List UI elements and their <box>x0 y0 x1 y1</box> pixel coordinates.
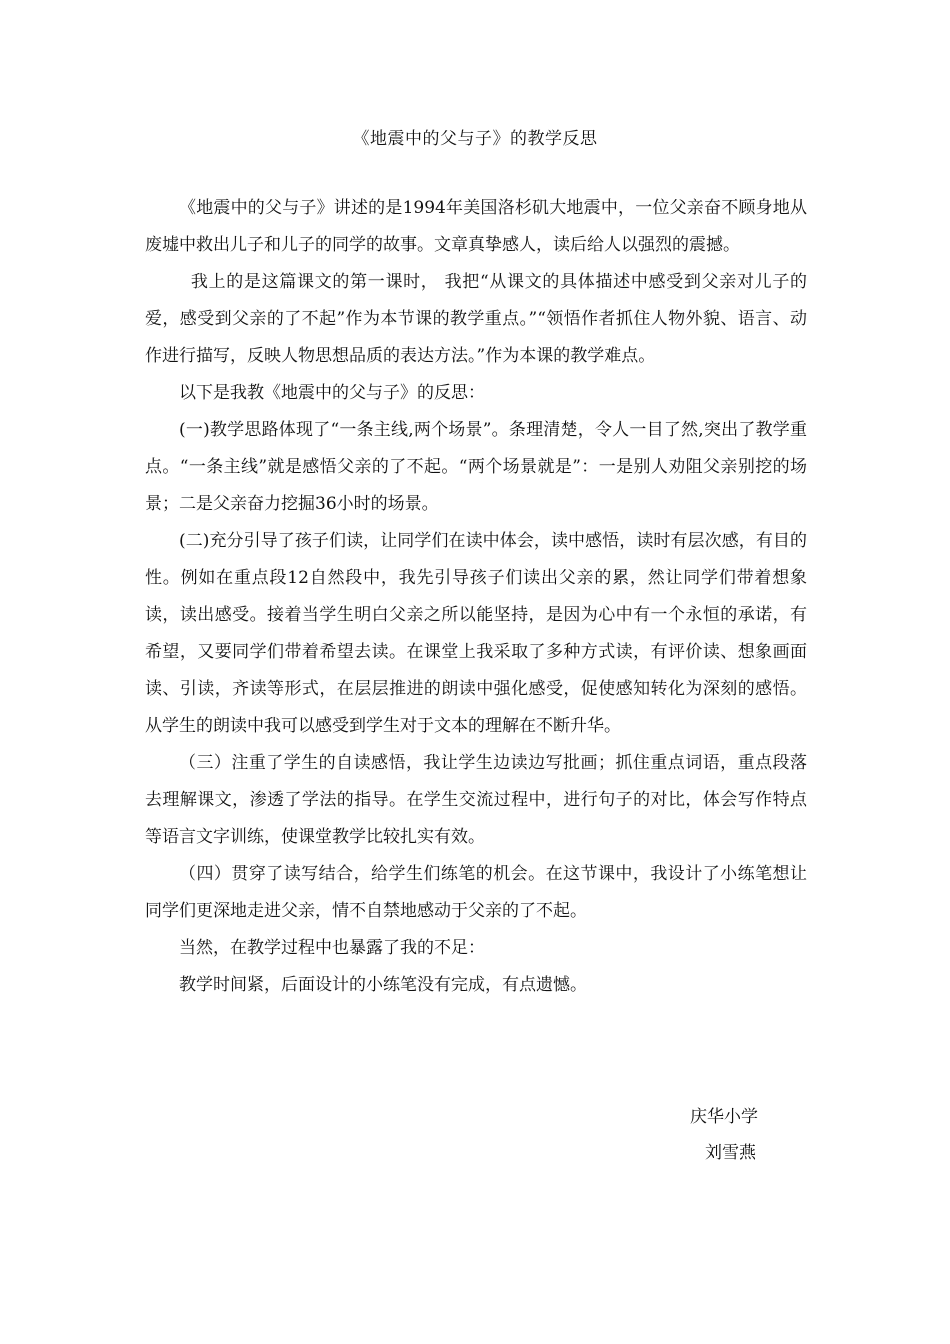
paragraph-lesson-focus: 我上的是这篇课文的第一课时， 我把“从课文的具体描述中感受到父亲对儿子的爱，感受到父亲的了不起”作为本节课的教学重点。”“领悟作者抓住人物外貌、语言、动作进行描写，反映人物思想品质的表达方法。”作为本课的教学难点。 <box>145 272 807 366</box>
signature-school: 庆华小学 <box>690 1107 758 1127</box>
paragraph-point-one: (一)教学思路体现了“一条主线,两个场景”。条理清楚，令人一目了然,突出了教学重点。“一条主线”就是感悟父亲的了不起。“两个场景就是”：一是别人劝阻父亲别挖的场景；二是父亲奋力挖掘36小时的场景。 <box>145 420 807 514</box>
paragraph-point-four: （四）贯穿了读写结合，给学生们练笔的机会。在这节课中，我设计了小练笔想让同学们更深地走进父亲，情不自禁地感动于父亲的了不起。 <box>145 864 807 921</box>
paragraph-reflection-lead: 以下是我教《地震中的父与子》的反思： <box>179 383 485 403</box>
paragraph-point-two: (二)充分引导了孩子们读，让同学们在读中体会，读中感悟，读时有层次感，有目的性。例如在重点段12自然段中，我先引导孩子们读出父亲的累，然让同学们带着想象读，读出感受。接着当学生明白父亲之所以能坚持，是因为心中有一个永恒的承诺，有希望，又要同学们带着希望去读。在课堂上我采取了多种方式读，有评价读、想象画面读、引读，齐读等形式，在层层推进的朗读中强化感受，促使感知转化为深刻的感悟。从学生的朗读中我可以感受到学生对于文本的理解在不断升华。 <box>145 531 807 736</box>
paragraph-intro: 《地震中的父与子》讲述的是1994年美国洛杉矶大地震中，一位父亲奋不顾身地从废墟中救出儿子和儿子的同学的故事。文章真挚感人，读后给人以强烈的震撼。 <box>145 198 807 255</box>
document-title: 《地震中的父与子》的教学反思 <box>352 129 598 149</box>
signature-name: 刘雪燕 <box>705 1143 756 1163</box>
paragraph-shortcoming-lead: 当然，在教学过程中也暴露了我的不足： <box>179 938 485 958</box>
document-body <box>145 190 807 1004</box>
paragraph-point-three: （三）注重了学生的自读感悟，我让学生边读边写批画；抓住重点词语，重点段落去理解课文，渗透了学法的指导。在学生交流过程中，进行句子的对比，体会写作特点等语言文字训练，使课堂教学比较扎实有效。 <box>145 753 807 847</box>
paragraph-shortcoming: 教学时间紧，后面设计的小练笔没有完成，有点遗憾。 <box>179 975 587 995</box>
